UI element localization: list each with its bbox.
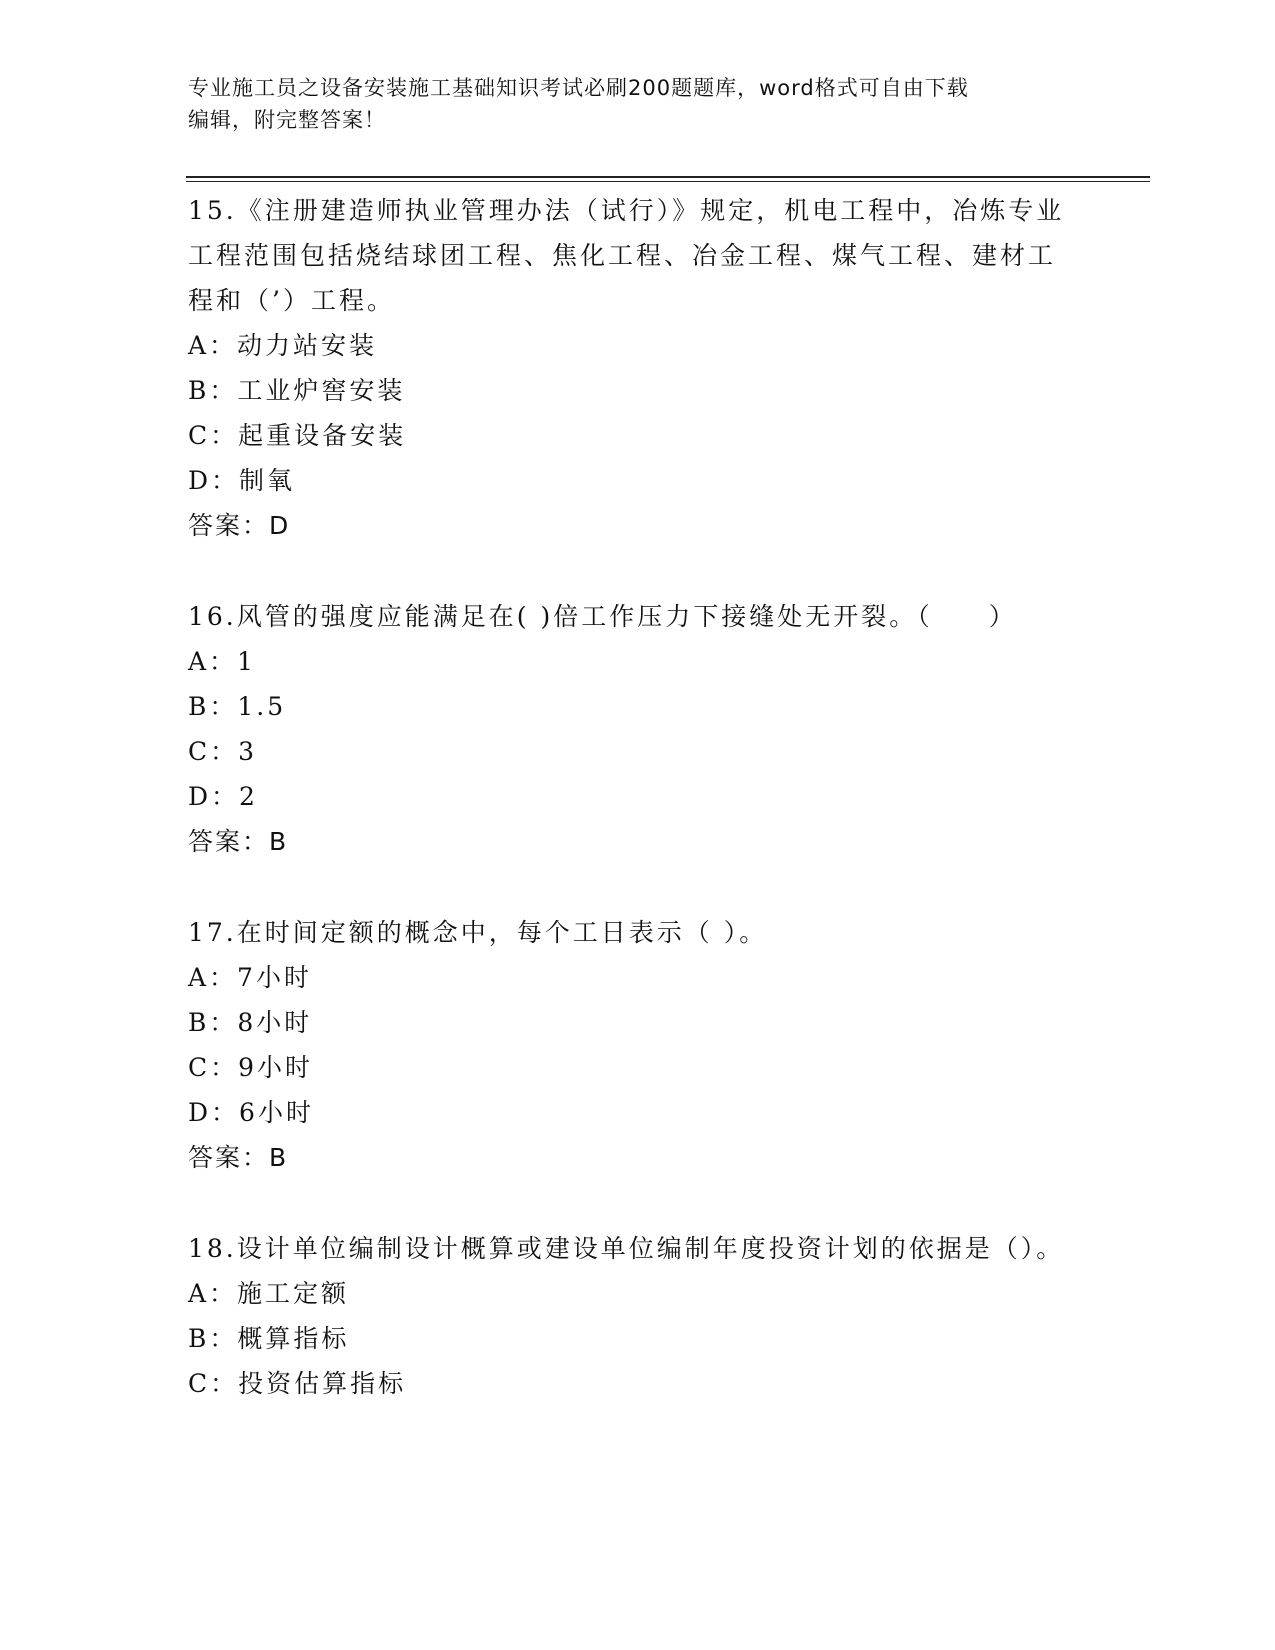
answer: 答案：B [188, 1143, 289, 1172]
header-divider-thin [186, 181, 1150, 182]
question-17 [188, 910, 1088, 1180]
option-c: C：9小时 [188, 1053, 314, 1082]
option-b: B：1.5 [188, 692, 287, 721]
question-list [188, 188, 1088, 1452]
question-16 [188, 594, 1088, 864]
header-line-1: 专业施工员之设备安装施工基础知识考试必刷200题题库，word格式可自由下载 [188, 76, 969, 100]
option-a: A：动力站安装 [188, 331, 378, 360]
question-text: 18.设计单位编制设计概算或建设单位编制年度投资计划的依据是（）。 [188, 1234, 1065, 1263]
question-text: 16.风管的强度应能满足在( )倍工作压力下接缝处无开裂。（ ） [188, 602, 1017, 631]
question-18 [188, 1226, 1088, 1406]
option-d: D：制氧 [188, 466, 296, 495]
option-d: D：2 [188, 782, 258, 811]
option-a: A：1 [188, 647, 256, 676]
option-b: B：工业炉窖安装 [188, 376, 406, 405]
document-header [188, 72, 1068, 136]
option-a: A：施工定额 [188, 1279, 350, 1308]
question-15 [188, 188, 1088, 548]
option-b: B：概算指标 [188, 1324, 350, 1353]
header-line-2: 编辑，附完整答案！ [188, 108, 386, 132]
option-d: D：6小时 [188, 1098, 314, 1127]
question-text: 15.《注册建造师执业管理办法（试行）》规定，机电工程中，冶炼专业工程范围包括烧结球团工程、焦化工程、冶金工程、煤气工程、建材工程和（’）工程。 [188, 196, 1065, 315]
option-c: C：投资估算指标 [188, 1369, 407, 1398]
option-c: C：3 [188, 737, 258, 766]
answer: 答案：D [188, 511, 291, 540]
option-c: C：起重设备安装 [188, 421, 407, 450]
option-a: A：7小时 [188, 963, 312, 992]
option-b: B：8小时 [188, 1008, 313, 1037]
header-divider-thick [186, 176, 1150, 178]
answer: 答案：B [188, 827, 289, 856]
question-text: 17.在时间定额的概念中，每个工日表示（ ）。 [188, 918, 768, 947]
